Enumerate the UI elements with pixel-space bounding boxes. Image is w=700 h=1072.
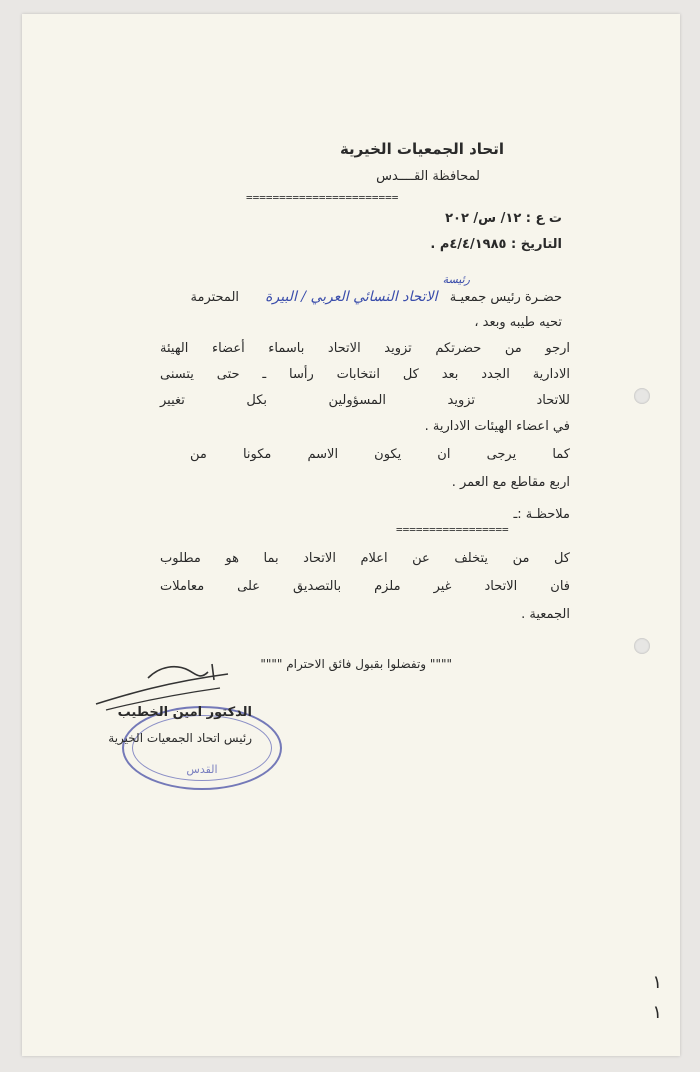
signatory-name: الدكتور امين الخطيب (117, 705, 252, 720)
body-para1-line2: الادارية الجدد بعد كل انتخابات رأسا ـ حتى يتسنى (160, 367, 570, 382)
body-para1-line4: في اعضاء الهيئات الادارية . (424, 419, 570, 434)
addressee-prefix: حضـرة رئيس جمعيـة (449, 290, 562, 305)
reference-number (445, 212, 562, 225)
stamp-text: القدس (186, 763, 218, 776)
note-underline: ================= (396, 524, 509, 535)
reference-value: ١٢/ س/ ٢٠٢ (445, 211, 522, 226)
org-name-line1: اتحاد الجمعيات الخيرية (339, 140, 504, 158)
addressee-handwritten-name: الاتحاد النسائي العربي / البيرة (265, 289, 438, 305)
letter-page (22, 14, 680, 1056)
addressee-suffix: المحترمة (190, 290, 240, 305)
margin-mark-1: ١ (652, 972, 662, 993)
body-para1-line3: للاتحاد تزويد المسؤولين بكل تغيير (160, 393, 570, 408)
body-para2-line2: اربع مقاطع مع العمر . (451, 475, 570, 490)
reference-label: ت ع : (525, 211, 562, 226)
date-label: التاريخ : (511, 237, 562, 252)
handwritten-insert: رئيسة (442, 273, 470, 286)
note-title: ملاحظـة :ـ (513, 507, 570, 522)
body-para2-line1: كما يرجى ان يكون الاسم مكونا من (190, 447, 570, 462)
body-para1-line1: ارجو من حضرتكم تزويد الاتحاد باسماء أعضاء الهيئة (160, 341, 570, 356)
letter-date (430, 238, 562, 251)
punch-hole-bottom (634, 638, 650, 654)
addressee-line (191, 290, 562, 304)
note-line2: فان الاتحاد غير ملزم بالتصديق على معاملات (160, 579, 570, 594)
date-value: ٤/٤/١٩٨٥م . (430, 237, 507, 252)
margin-mark-2: ١ (652, 1002, 662, 1023)
header-underline: ======================= (246, 192, 399, 203)
note-line1: كل من يتخلف عن اعلام الاتحاد بما هو مطلوب (160, 551, 570, 566)
signatory-title: رئيس اتحاد الجمعيات الخيرية (108, 731, 252, 745)
org-name-line2: لمحافظة القــــدس (376, 169, 480, 184)
punch-hole-top (634, 388, 650, 404)
greeting: تحيه طيبه وبعد ، (474, 315, 562, 330)
closing-line: """" وتفضلوا بقبول فائق الاحترام """" (260, 657, 452, 671)
note-line3: الجمعية . (521, 607, 570, 622)
